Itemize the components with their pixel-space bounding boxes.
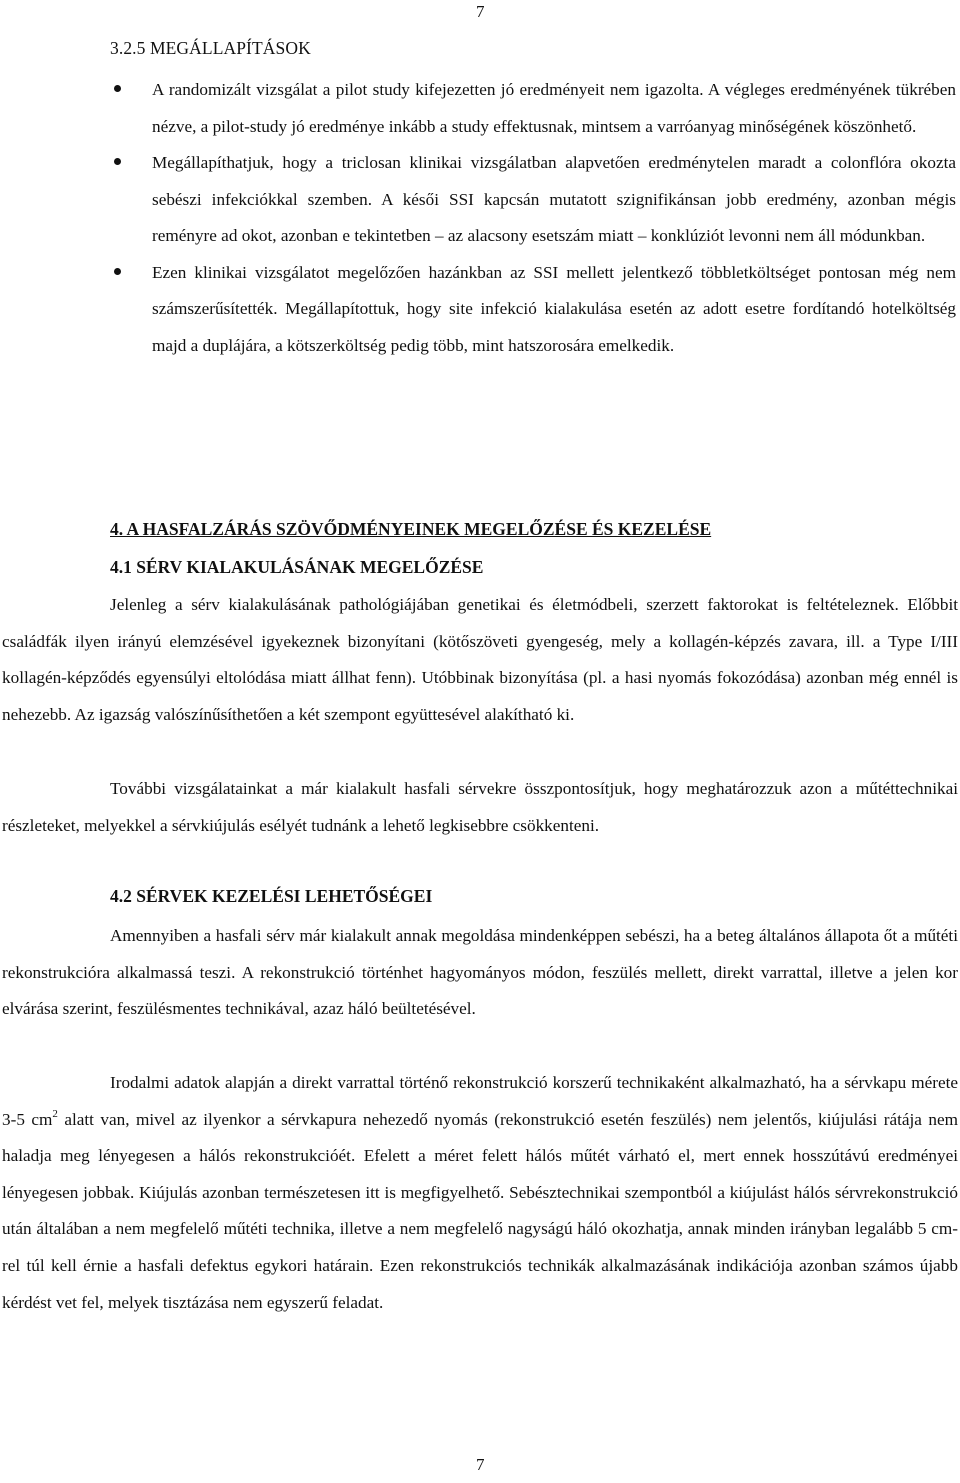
bullet-item-1 xyxy=(0,72,960,145)
section-title-4-2: 4.2 SÉRVEK KEZELÉSI LEHETŐSÉGEI xyxy=(110,886,433,906)
bullet-text-2: Megállapíthatjuk, hogy a triclosan klinikai vizsgálatban alapvetően eredménytelen maradt a colonflóra okozta sebészi infekciókkal szemben. A késői SSI kapcsán mutatott szignifikánsan jobb eredmény, azonban mégis reményre ad okot, azonban e tekintetben – az alacsony esetszám miatt – konklúziót levonni nem áll módunkban. xyxy=(152,153,956,245)
paragraph-4-2-b-part1: Irodalmi adatok alapján a direkt varrattal történő rekonstrukció korszerű technikaként alkalmazható, ha a sérvkapu mérete 3-5 cm xyxy=(2,1073,958,1129)
findings-bullet-list xyxy=(0,72,960,364)
section-title-3-2-5: 3.2.5 MEGÁLLAPÍTÁSOK xyxy=(110,38,311,58)
section-title-4-1: 4.1 SÉRV KIALAKULÁSÁNAK MEGELŐZÉSE xyxy=(110,557,484,577)
bullet-item-2 xyxy=(0,145,960,255)
chapter-heading-4: 4. A HASFALZÁRÁS SZÖVŐDMÉNYEINEK MEGELŐZÉSE ÉS KEZELÉSE xyxy=(110,519,712,539)
bullet-text-3: Ezen klinikai vizsgálatot megelőzően hazánkban az SSI mellett jelentkező többletköltséget pontosan még nem számszerűsítették. Megállapítottuk, hogy site infekció kialakulása esetén az adott esetre fordítandó hotelköltség majd a duplájára, a kötszerköltség pedig több, mint hatszorosára emelkedik. xyxy=(152,262,956,355)
page-number-bottom: 7 xyxy=(476,1455,485,1474)
page-number-top: 7 xyxy=(476,2,485,21)
paragraph-4-1-b: További vizsgálatainkat a már kialakult hasfali sérvekre összpontosítjuk, hogy meghatározzuk azon a műtéttechnikai részleteket, melyekkel a sérvkiújulás esélyét tudnánk a lehető legkisebbre csökkenteni. xyxy=(2,779,958,835)
bullet-dot-icon xyxy=(114,268,121,275)
bullet-dot-icon xyxy=(114,158,121,165)
paragraph-4-2-b xyxy=(2,1065,958,1321)
paragraph-4-2-a: Amennyiben a hasfali sérv már kialakult annak megoldása mindenképpen sebészi, ha a beteg általános állapota őt a műtéti rekonstrukcióra alkalmassá teszi. A rekonstrukció történhet hagyományos módon, feszülés mellett, direkt varrattal, illetve a jelen kor elvárása szerint, feszülésmentes technikával, azaz háló beültetésével. xyxy=(2,926,958,1019)
bullet-dot-icon xyxy=(114,85,121,92)
superscript-exponent: 2 xyxy=(52,1107,58,1120)
bullet-item-3 xyxy=(0,255,960,365)
paragraph-4-1-a: Jelenleg a sérv kialakulásának pathológiájában genetikai és életmódbeli, szerzett faktorokat is feltételeznek. Előbbit családfák ilyen irányú elemzésével igyekeznek bizonyítani (kötőszöveti gyengeség, mely a kollagén-képzés zavara, ill. a Type I/III kollagén-képződés egyensúlyi eltolódása miatt állhat fenn). Utóbbinak bizonyítása (pl. a hasi nyomás fokozódása) azonban még ennél is nehezebb. Az igazság valószínűsíthetően a két szempont együttesével alakítható ki. xyxy=(2,595,958,724)
bullet-text-1: A randomizált vizsgálat a pilot study kifejezetten jó eredményeit nem igazolta. A végleges eredményének tükrében nézve, a pilot-study jó eredménye inkább a study effektusnak, mintsem a varróanyag minőségének köszönhető. xyxy=(152,80,956,136)
paragraph-4-2-b-part2: alatt van, mivel az ilyenkor a sérvkapura nehezedő nyomás (rekonstrukció esetén feszülés) nem jelentős, kiújulási rátája nem haladja meg lényegesen a hálós rekonstrukcióét. Efelett a méret felett hálós műtét várható el, mert ennek hosszútávú eredményei lényegesen jobbak. Kiújulás azonban természetesen itt is megfigyelhető. Sebésztechnikai szempontból a kiújulást hálós sérvrekonstrukció után általában a nem megfelelő műtéti technika, illetve a nem megfelelő nagyságú háló okozhatja, annak minden irányban legalább 5 cm-rel túl kell érnie a hasfali defektus egykori határain. Ezen rekonstrukciós technikák alkalmazásának indikációja azonban számos újabb kérdést vet fel, melyek tisztázása nem egyszerű feladat. xyxy=(2,1109,958,1312)
